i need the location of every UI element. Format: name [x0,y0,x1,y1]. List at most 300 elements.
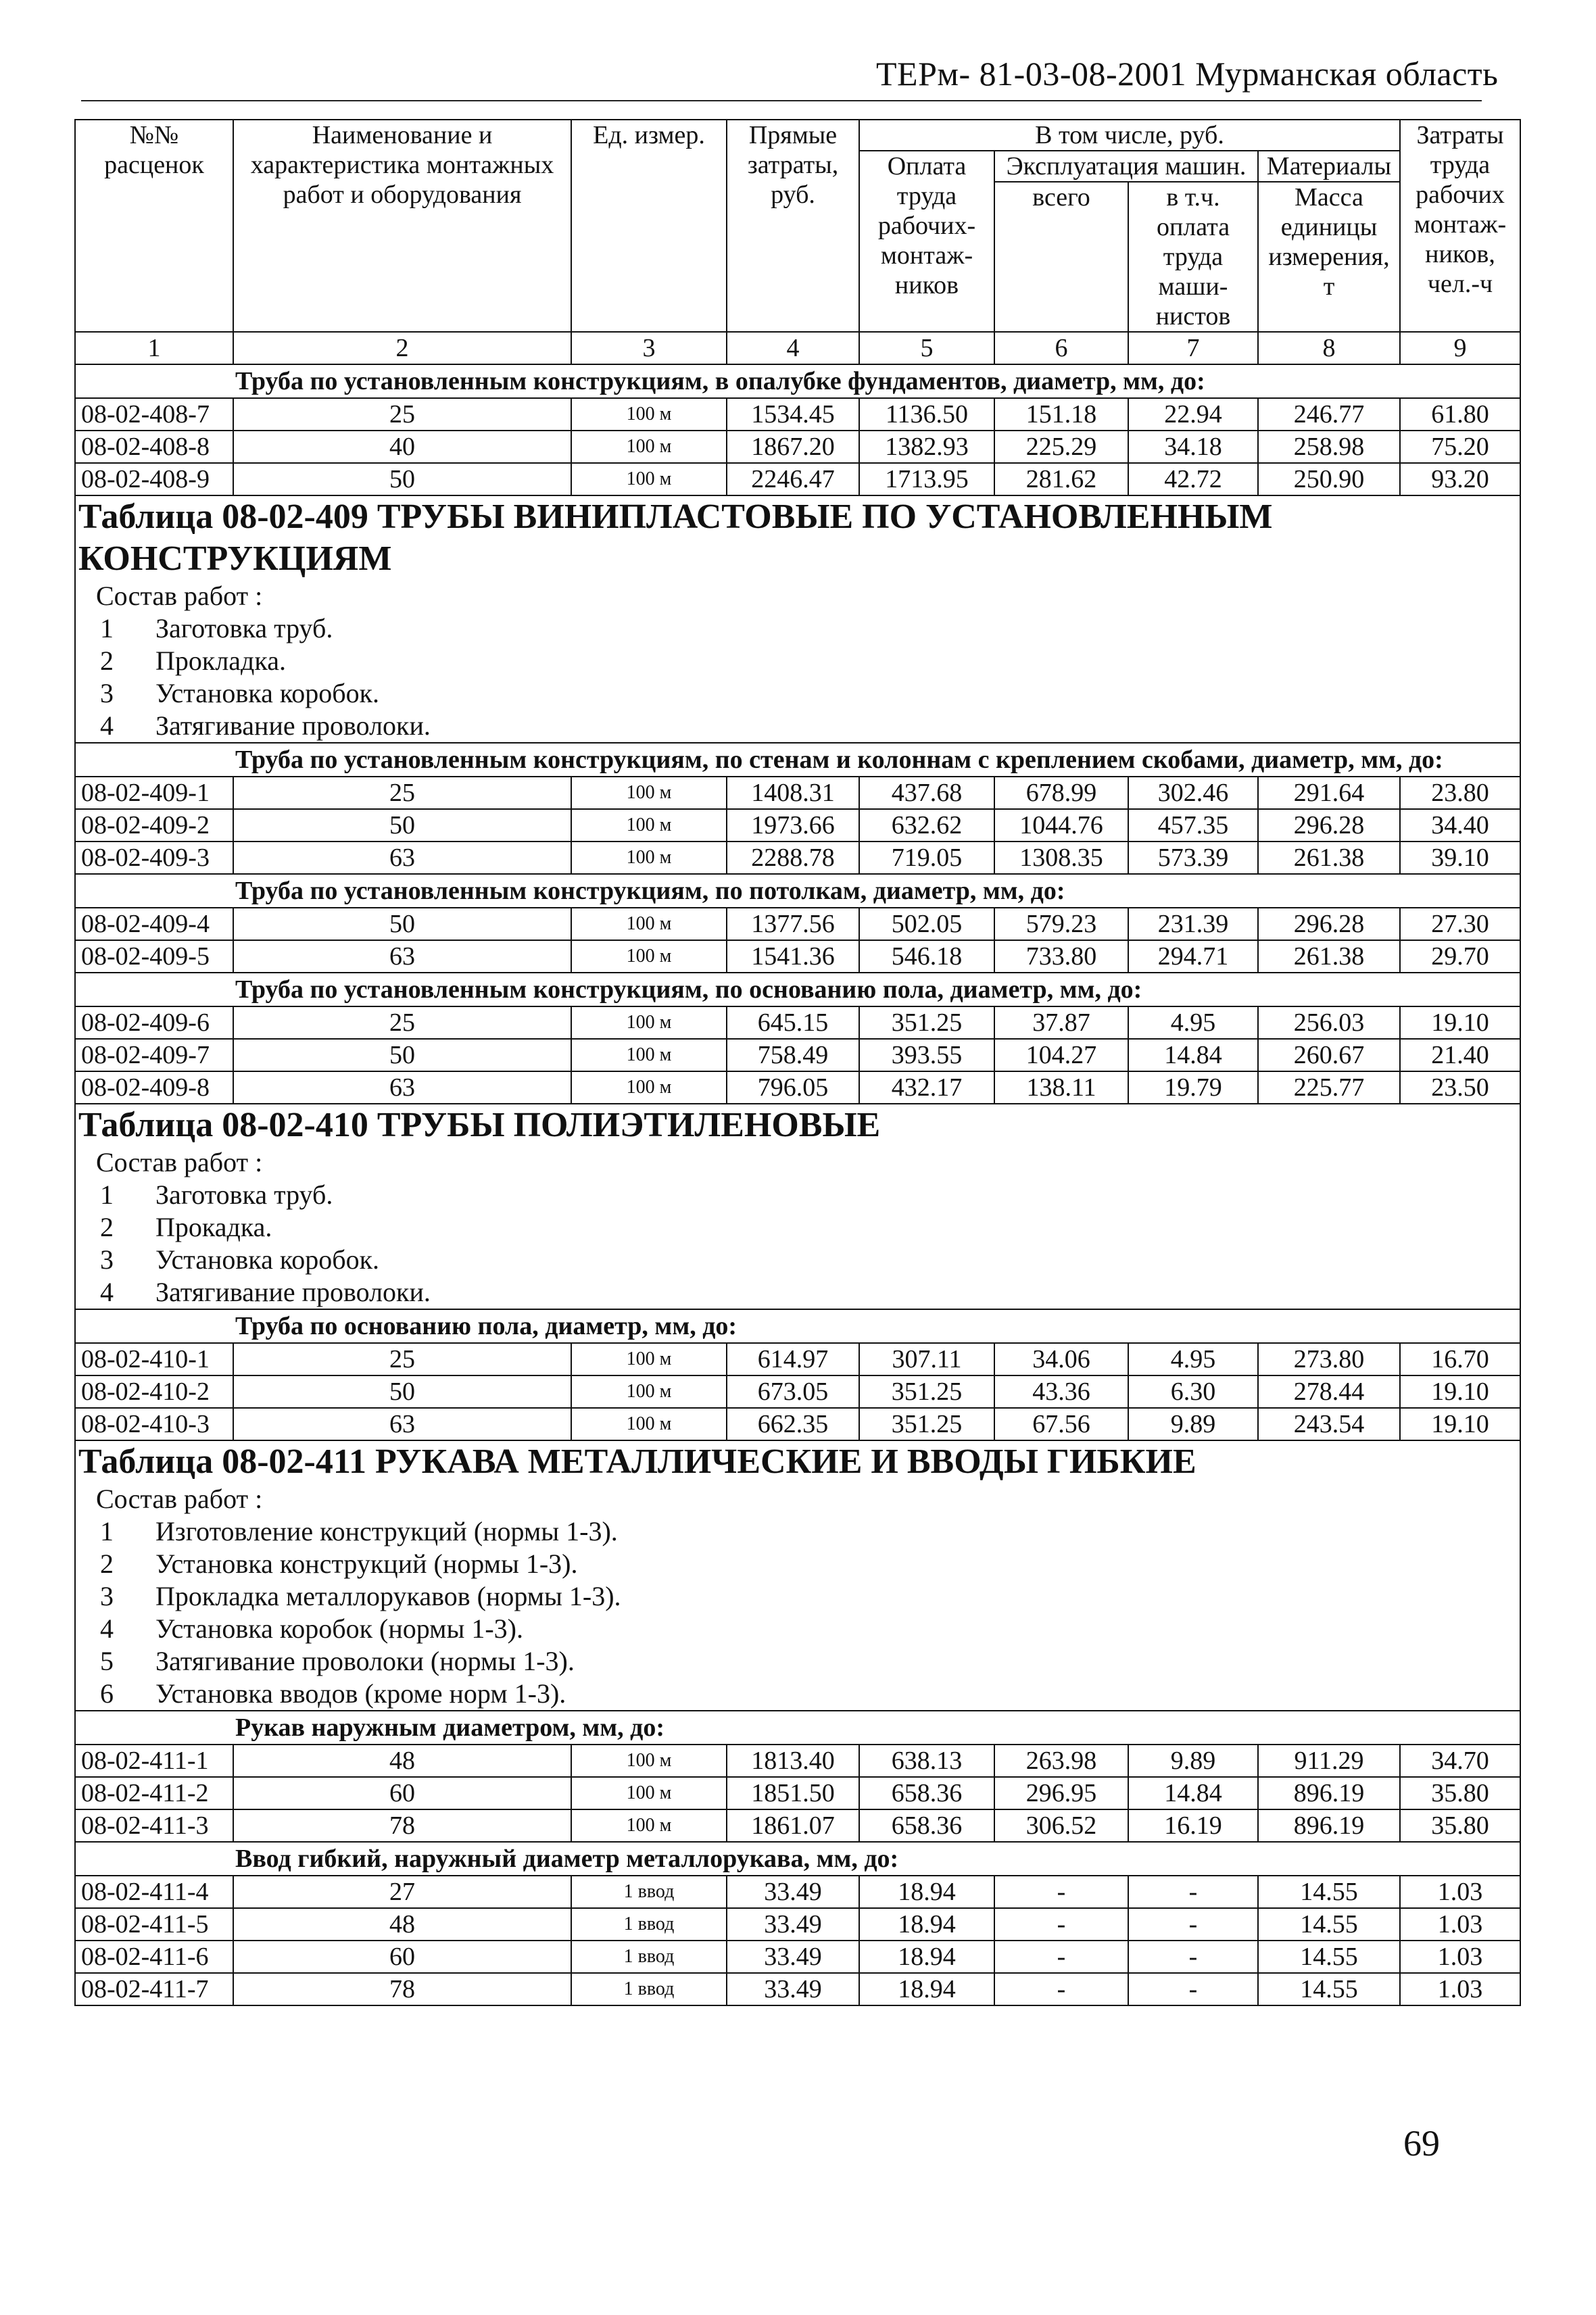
diameter-cell: 50 [233,809,571,842]
diameter-cell: 50 [233,1375,571,1408]
labor-pay-cell: 437.68 [859,777,994,809]
work-item [76,1548,1520,1580]
unit-cell: 100 м [571,809,727,842]
header-rule [81,100,1482,101]
unit-mass-cell: 243.54 [1258,1408,1400,1440]
diameter-cell: 27 [233,1876,571,1908]
work-item-number: 5 [100,1646,114,1676]
labor-pay-cell: 18.94 [859,1973,994,2005]
diameter-cell: 48 [233,1908,571,1941]
direct-costs-cell: 1973.66 [727,809,859,842]
column-number: 2 [233,332,571,364]
labor-hours-cell: 39.10 [1400,842,1520,874]
direct-costs-cell: 758.49 [727,1039,859,1071]
machines-total-cell: 37.87 [994,1006,1128,1039]
table-row [75,940,1520,973]
section-heading: Труба по установленным конструкциям, в опалубке фундаментов, диаметр, мм, до: [75,364,1520,398]
labor-hours-cell: 1.03 [1400,1876,1520,1908]
labor-hours-cell: 21.40 [1400,1039,1520,1071]
column-number: 7 [1128,332,1258,364]
work-item [76,1515,1520,1548]
rate-code-cell: 08-02-408-8 [75,431,233,463]
direct-costs-cell: 1534.45 [727,398,859,431]
work-item-number: 1 [100,1179,114,1210]
section-heading-row [75,1309,1520,1343]
work-item [76,1645,1520,1678]
unit-mass-cell: 14.55 [1258,1876,1400,1908]
rate-code-cell: 08-02-410-3 [75,1408,233,1440]
diameter-cell: 48 [233,1745,571,1777]
machines-total-cell: 151.18 [994,398,1128,431]
direct-costs-cell: 673.05 [727,1375,859,1408]
table-block-row [75,495,1520,743]
section-heading-row [75,874,1520,908]
table-title: Таблица 08-02-410 ТРУБЫ ПОЛИЭТИЛЕНОВЫЕ [78,1106,881,1144]
table-row [75,1408,1520,1440]
operator-pay-cell: 9.89 [1128,1745,1258,1777]
machines-total-cell: - [994,1876,1128,1908]
diameter-cell: 78 [233,1973,571,2005]
unit-mass-cell: 896.19 [1258,1777,1400,1809]
rate-code-cell: 08-02-409-8 [75,1071,233,1104]
section-heading-row [75,364,1520,398]
unit-cell: 100 м [571,1809,727,1842]
section-heading-row [75,1842,1520,1876]
unit-mass-cell: 258.98 [1258,431,1400,463]
unit-cell: 1 ввод [571,1973,727,2005]
unit-mass-cell: 225.77 [1258,1071,1400,1104]
table-row [75,1973,1520,2005]
unit-cell: 100 м [571,842,727,874]
diameter-cell: 60 [233,1941,571,1973]
direct-costs-cell: 33.49 [727,1973,859,2005]
machines-total-cell: 678.99 [994,777,1128,809]
unit-mass-cell: 273.80 [1258,1343,1400,1375]
diameter-cell: 40 [233,431,571,463]
machines-total-cell: 733.80 [994,940,1128,973]
labor-hours-cell: 93.20 [1400,463,1520,495]
labor-pay-cell: 632.62 [859,809,994,842]
col-header-unit: Ед. измер. [571,120,727,332]
section-heading: Ввод гибкий, наружный диаметр металлорукава, мм, до: [75,1842,1520,1876]
work-item-number: 4 [100,1277,114,1307]
diameter-cell: 25 [233,777,571,809]
work-item [76,1678,1520,1710]
page-number: 69 [1403,2123,1440,2164]
diameter-cell: 25 [233,398,571,431]
work-item-text: Затягивание проволоки. [155,1277,431,1307]
table-row [75,431,1520,463]
work-item-text: Затягивание проволоки. [155,710,431,741]
direct-costs-cell: 33.49 [727,1876,859,1908]
work-item-number: 4 [100,1613,114,1644]
unit-mass-cell: 896.19 [1258,1809,1400,1842]
col-header-operator-pay: в т.ч. оплата труда маши-нистов [1128,182,1258,332]
column-number: 3 [571,332,727,364]
unit-cell: 100 м [571,1071,727,1104]
labor-pay-cell: 393.55 [859,1039,994,1071]
labor-hours-cell: 19.10 [1400,1375,1520,1408]
operator-pay-cell: 6.30 [1128,1375,1258,1408]
direct-costs-cell: 1377.56 [727,908,859,940]
labor-hours-cell: 23.50 [1400,1071,1520,1104]
diameter-cell: 25 [233,1343,571,1375]
machines-total-cell: 34.06 [994,1343,1128,1375]
unit-mass-cell: 14.55 [1258,1941,1400,1973]
work-composition-header: Состав работ : [96,581,263,611]
operator-pay-cell: 4.95 [1128,1006,1258,1039]
table-row [75,1343,1520,1375]
machines-total-cell: - [994,1941,1128,1973]
operator-pay-cell: 34.18 [1128,431,1258,463]
rate-code-cell: 08-02-411-5 [75,1908,233,1941]
diameter-cell: 63 [233,842,571,874]
operator-pay-cell: 457.35 [1128,809,1258,842]
operator-pay-cell: - [1128,1973,1258,2005]
table-row [75,809,1520,842]
rate-code-cell: 08-02-411-1 [75,1745,233,1777]
table-row [75,1006,1520,1039]
operator-pay-cell: - [1128,1908,1258,1941]
work-item-text: Прокадка. [155,1212,272,1242]
unit-cell: 100 м [571,1777,727,1809]
section-heading: Труба по основанию пола, диаметр, мм, до: [75,1309,1520,1343]
unit-mass-cell: 261.38 [1258,940,1400,973]
col-header-machines-total: всего [994,182,1128,332]
table-row [75,842,1520,874]
unit-cell: 100 м [571,1006,727,1039]
table-row [75,1777,1520,1809]
rate-code-cell: 08-02-411-7 [75,1973,233,2005]
col-header-labor-hours: Затраты труда рабочих монтаж-ников, чел.-ч [1400,120,1520,332]
table-row [75,463,1520,495]
diameter-cell: 25 [233,1006,571,1039]
labor-hours-cell: 34.70 [1400,1745,1520,1777]
labor-hours-cell: 1.03 [1400,1908,1520,1941]
direct-costs-cell: 662.35 [727,1408,859,1440]
unit-cell: 100 м [571,431,727,463]
norms-document [74,119,1520,2006]
labor-pay-cell: 502.05 [859,908,994,940]
unit-mass-cell: 260.67 [1258,1039,1400,1071]
section-heading-row [75,1711,1520,1745]
work-item [76,1613,1520,1645]
rate-code-cell: 08-02-408-9 [75,463,233,495]
table-intro-t409 [75,495,1520,743]
labor-hours-cell: 16.70 [1400,1343,1520,1375]
labor-hours-cell: 61.80 [1400,398,1520,431]
column-numbers-row [75,332,1520,364]
machines-total-cell: 67.56 [994,1408,1128,1440]
table-row [75,1809,1520,1842]
work-item-number: 2 [100,645,114,676]
operator-pay-cell: 302.46 [1128,777,1258,809]
labor-pay-cell: 1136.50 [859,398,994,431]
direct-costs-cell: 2288.78 [727,842,859,874]
diameter-cell: 78 [233,1809,571,1842]
labor-pay-cell: 546.18 [859,940,994,973]
unit-cell: 1 ввод [571,1941,727,1973]
direct-costs-cell: 796.05 [727,1071,859,1104]
labor-pay-cell: 18.94 [859,1941,994,1973]
operator-pay-cell: - [1128,1876,1258,1908]
labor-hours-cell: 35.80 [1400,1777,1520,1809]
machines-total-cell: - [994,1908,1128,1941]
rate-code-cell: 08-02-409-5 [75,940,233,973]
table-body [75,120,1520,2005]
section-heading: Труба по установленным конструкциям, по потолкам, диаметр, мм, до: [75,874,1520,908]
table-title: Таблица 08-02-411 РУКАВА МЕТАЛЛИЧЕСКИЕ И ВВОДЫ ГИБКИЕ [78,1442,1196,1481]
unit-cell: 100 м [571,908,727,940]
unit-cell: 100 м [571,1745,727,1777]
work-item-text: Установка коробок. [155,678,380,708]
unit-mass-cell: 278.44 [1258,1375,1400,1408]
diameter-cell: 50 [233,1039,571,1071]
table-row [75,1941,1520,1973]
unit-mass-cell: 911.29 [1258,1745,1400,1777]
section-heading-row [75,743,1520,777]
labor-pay-cell: 658.36 [859,1777,994,1809]
labor-pay-cell: 351.25 [859,1375,994,1408]
labor-pay-cell: 1713.95 [859,463,994,495]
diameter-cell: 50 [233,908,571,940]
table-block-row [75,1440,1520,1711]
unit-mass-cell: 246.77 [1258,398,1400,431]
work-item-text: Установка вводов (кроме норм 1-3). [155,1678,566,1709]
rate-code-cell: 08-02-409-7 [75,1039,233,1071]
rate-code-cell: 08-02-411-2 [75,1777,233,1809]
rate-code-cell: 08-02-409-6 [75,1006,233,1039]
table-row [75,1071,1520,1104]
work-item-text: Заготовка труб. [155,613,333,643]
machines-total-cell: 104.27 [994,1039,1128,1071]
table-title: Таблица 08-02-409 ТРУБЫ ВИНИПЛАСТОВЫЕ ПО УСТАНОВЛЕННЫМ КОНСТРУКЦИЯМ [78,497,1273,578]
labor-pay-cell: 658.36 [859,1809,994,1842]
column-number: 4 [727,332,859,364]
direct-costs-cell: 614.97 [727,1343,859,1375]
unit-cell: 100 м [571,463,727,495]
diameter-cell: 60 [233,1777,571,1809]
direct-costs-cell: 33.49 [727,1908,859,1941]
direct-costs-cell: 1408.31 [727,777,859,809]
machines-total-cell: 138.11 [994,1071,1128,1104]
work-composition-header: Состав работ : [96,1484,263,1514]
col-header-direct-costs: Прямые затраты, руб. [727,120,859,332]
table-row [75,1908,1520,1941]
unit-cell: 1 ввод [571,1908,727,1941]
work-item [76,1580,1520,1613]
machines-total-cell: 579.23 [994,908,1128,940]
labor-hours-cell: 19.10 [1400,1006,1520,1039]
operator-pay-cell: 16.19 [1128,1809,1258,1842]
unit-mass-cell: 261.38 [1258,842,1400,874]
labor-pay-cell: 351.25 [859,1006,994,1039]
rate-code-cell: 08-02-409-3 [75,842,233,874]
unit-cell: 1 ввод [571,1876,727,1908]
labor-hours-cell: 23.80 [1400,777,1520,809]
work-item-text: Заготовка труб. [155,1179,333,1210]
direct-costs-cell: 2246.47 [727,463,859,495]
machines-total-cell: 263.98 [994,1745,1128,1777]
rate-code-cell: 08-02-410-1 [75,1343,233,1375]
labor-pay-cell: 351.25 [859,1408,994,1440]
machines-total-cell: 281.62 [994,463,1128,495]
work-item [76,677,1520,710]
operator-pay-cell: 14.84 [1128,1777,1258,1809]
col-header-code: №№ расценок [75,120,233,332]
labor-pay-cell: 18.94 [859,1876,994,1908]
labor-hours-cell: 1.03 [1400,1973,1520,2005]
unit-cell: 100 м [571,1039,727,1071]
col-header-machines: Эксплуатация машин. [994,151,1258,182]
direct-costs-cell: 1867.20 [727,431,859,463]
work-item-text: Установка коробок (нормы 1-3). [155,1613,524,1644]
operator-pay-cell: 231.39 [1128,908,1258,940]
operator-pay-cell: 42.72 [1128,463,1258,495]
work-item-text: Установка коробок. [155,1244,380,1275]
unit-cell: 100 м [571,940,727,973]
work-item-number: 3 [100,1244,114,1275]
machines-total-cell: 43.36 [994,1375,1128,1408]
machines-total-cell: 1308.35 [994,842,1128,874]
machines-total-cell: 296.95 [994,1777,1128,1809]
col-header-unit-mass: Масса единицы измерения, т [1258,182,1400,332]
labor-hours-cell: 1.03 [1400,1941,1520,1973]
operator-pay-cell: 294.71 [1128,940,1258,973]
labor-pay-cell: 719.05 [859,842,994,874]
operator-pay-cell: 4.95 [1128,1343,1258,1375]
work-item-number: 1 [100,613,114,643]
work-item-text: Прокладка металлорукавов (нормы 1-3). [155,1581,621,1611]
unit-cell: 100 м [571,1408,727,1440]
labor-hours-cell: 27.30 [1400,908,1520,940]
rate-code-cell: 08-02-411-4 [75,1876,233,1908]
rate-code-cell: 08-02-411-6 [75,1941,233,1973]
running-header: ТЕРм- 81-03-08-2001 Мурманская область [876,55,1499,93]
labor-hours-cell: 75.20 [1400,431,1520,463]
work-item-number: 6 [100,1678,114,1709]
direct-costs-cell: 1813.40 [727,1745,859,1777]
col-header-including: В том числе, руб. [859,120,1400,151]
operator-pay-cell: 9.89 [1128,1408,1258,1440]
work-item-text: Затягивание проволоки (нормы 1-3). [155,1646,575,1676]
work-item-number: 3 [100,678,114,708]
work-item-number: 1 [100,1516,114,1546]
column-number: 1 [75,332,233,364]
labor-hours-cell: 29.70 [1400,940,1520,973]
unit-mass-cell: 14.55 [1258,1908,1400,1941]
work-item [76,1211,1520,1244]
rate-code-cell: 08-02-409-4 [75,908,233,940]
work-item-number: 2 [100,1549,114,1579]
work-item [76,612,1520,645]
section-heading-row [75,973,1520,1006]
direct-costs-cell: 645.15 [727,1006,859,1039]
unit-mass-cell: 250.90 [1258,463,1400,495]
labor-pay-cell: 1382.93 [859,431,994,463]
work-item [76,710,1520,742]
table-row [75,1876,1520,1908]
direct-costs-cell: 33.49 [727,1941,859,1973]
column-number: 6 [994,332,1128,364]
section-heading: Труба по установленным конструкциям, по стенам и колоннам с креплением скобами, диаметр, мм, до: [75,743,1520,777]
direct-costs-cell: 1861.07 [727,1809,859,1842]
work-item-number: 4 [100,710,114,741]
column-number: 5 [859,332,994,364]
section-heading: Труба по установленным конструкциям, по основанию пола, диаметр, мм, до: [75,973,1520,1006]
work-item [76,1244,1520,1276]
unit-mass-cell: 296.28 [1258,809,1400,842]
diameter-cell: 63 [233,940,571,973]
unit-mass-cell: 291.64 [1258,777,1400,809]
section-heading: Рукав наружным диаметром, мм, до: [75,1711,1520,1745]
work-composition-header: Состав работ : [96,1147,263,1177]
diameter-cell: 63 [233,1071,571,1104]
table-row [75,908,1520,940]
labor-hours-cell: 35.80 [1400,1809,1520,1842]
rate-code-cell: 08-02-410-2 [75,1375,233,1408]
machines-total-cell: 225.29 [994,431,1128,463]
table-row [75,1745,1520,1777]
labor-pay-cell: 638.13 [859,1745,994,1777]
work-item-text: Установка конструкций (нормы 1-3). [155,1549,578,1579]
table-row [75,777,1520,809]
col-header-materials: Материалы [1258,151,1400,182]
rate-code-cell: 08-02-408-7 [75,398,233,431]
labor-hours-cell: 19.10 [1400,1408,1520,1440]
operator-pay-cell: - [1128,1941,1258,1973]
operator-pay-cell: 19.79 [1128,1071,1258,1104]
table-row [75,1375,1520,1408]
diameter-cell: 63 [233,1408,571,1440]
rate-code-cell: 08-02-411-3 [75,1809,233,1842]
work-item-number: 2 [100,1212,114,1242]
table-row [75,1039,1520,1071]
labor-pay-cell: 307.11 [859,1343,994,1375]
unit-mass-cell: 256.03 [1258,1006,1400,1039]
operator-pay-cell: 22.94 [1128,398,1258,431]
machines-total-cell: - [994,1973,1128,2005]
rate-code-cell: 08-02-409-1 [75,777,233,809]
direct-costs-cell: 1541.36 [727,940,859,973]
labor-pay-cell: 432.17 [859,1071,994,1104]
table-intro-t410 [75,1104,1520,1309]
operator-pay-cell: 573.39 [1128,842,1258,874]
operator-pay-cell: 14.84 [1128,1039,1258,1071]
unit-mass-cell: 14.55 [1258,1973,1400,2005]
machines-total-cell: 306.52 [994,1809,1128,1842]
rate-code-cell: 08-02-409-2 [75,809,233,842]
column-number: 8 [1258,332,1400,364]
work-item [76,1276,1520,1309]
unit-cell: 100 м [571,777,727,809]
unit-cell: 100 м [571,1343,727,1375]
work-item-text: Прокладка. [155,645,286,676]
table-row [75,398,1520,431]
norms-table [74,119,1521,2006]
table-intro-t411 [75,1440,1520,1711]
work-item [76,1179,1520,1211]
unit-cell: 100 м [571,1375,727,1408]
labor-hours-cell: 34.40 [1400,809,1520,842]
unit-cell: 100 м [571,398,727,431]
col-header-labor-pay: Оплата труда рабочих-монтаж-ников [859,151,994,332]
column-number: 9 [1400,332,1520,364]
direct-costs-cell: 1851.50 [727,1777,859,1809]
table-block-row [75,1104,1520,1309]
work-item-number: 3 [100,1581,114,1611]
machines-total-cell: 1044.76 [994,809,1128,842]
